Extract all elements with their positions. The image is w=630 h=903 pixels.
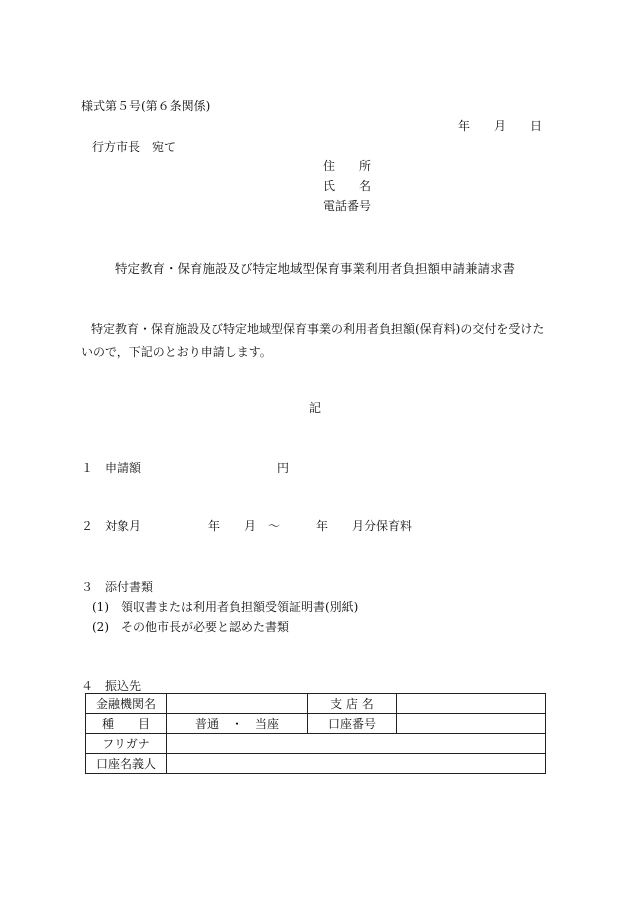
date-month-label: 月 <box>494 119 507 133</box>
applicant-name-label: 氏 名 <box>323 179 372 193</box>
holder-value-cell[interactable] <box>167 754 546 774</box>
date-day-label: 日 <box>530 119 543 133</box>
item3-sub2: (2) その他市長が必要と認めた書類 <box>92 620 289 634</box>
branch-label: 支 店 名 <box>308 694 397 714</box>
type-label: 種 目 <box>86 714 167 734</box>
furigana-label: フリガナ <box>86 734 167 754</box>
date-year-label: 年 <box>458 119 471 133</box>
item3-label: ３ 添付書類 <box>81 580 154 594</box>
item2-period: 年 月 ～ 年 月分保育料 <box>208 519 413 533</box>
document-title: 特定教育・保育施設及び特定地域型保育事業利用者負担額申請兼請求書 <box>114 261 515 276</box>
institution-label: 金融機関名 <box>86 694 167 714</box>
branch-value-cell[interactable] <box>397 694 546 714</box>
bank-row-holder <box>86 754 546 774</box>
applicant-address-label: 住 所 <box>323 159 372 173</box>
type-options[interactable]: 普通 ・ 当座 <box>167 714 308 734</box>
bank-row-institution <box>86 694 546 714</box>
form-number: 様式第５号(第６条関係) <box>81 99 211 113</box>
item3-sub1: (1) 領収書または利用者負担額受領証明書(別紙) <box>92 600 359 614</box>
item1-unit: 円 <box>277 461 290 475</box>
date-line <box>458 117 542 134</box>
item2-label: ２ 対象月 <box>81 519 142 533</box>
item1-label: １ 申請額 <box>81 461 142 475</box>
item4-label: ４ 振込先 <box>81 679 142 693</box>
bank-table <box>85 693 546 774</box>
account-number-value-cell[interactable] <box>397 714 546 734</box>
ki-heading: 記 <box>308 401 321 415</box>
furigana-value-cell[interactable] <box>167 734 546 754</box>
bank-row-type <box>86 714 546 734</box>
account-number-label: 口座番号 <box>308 714 397 734</box>
addressee: 行方市長 宛て <box>92 140 177 154</box>
bank-row-furigana <box>86 734 546 754</box>
body-text: 特定教育・保育施設及び特定地域型保育事業の利用者負担額(保育料)の交付を受けたいので，下記のとおり申請します。 <box>81 322 545 359</box>
applicant-phone-label: 電話番号 <box>323 199 372 213</box>
holder-label: 口座名義人 <box>86 754 167 774</box>
institution-value-cell[interactable] <box>167 694 308 714</box>
